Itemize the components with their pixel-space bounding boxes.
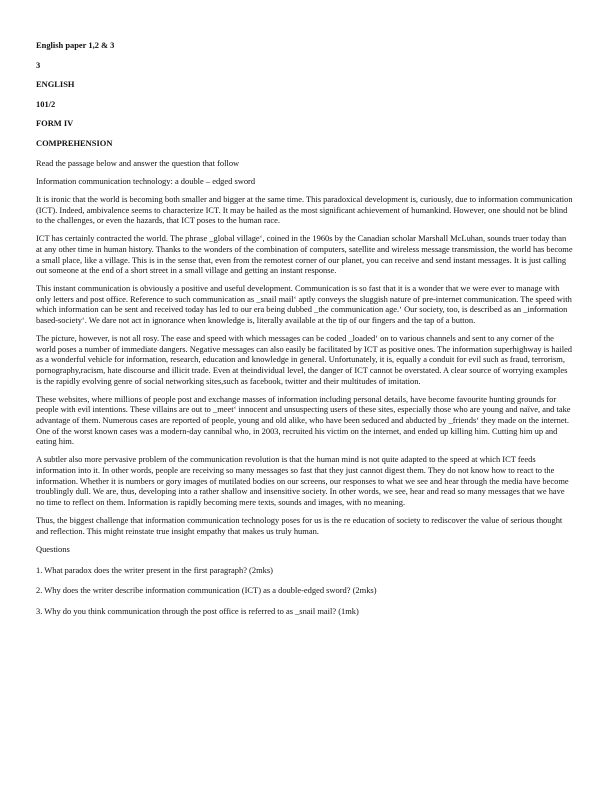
question-item: 3. Why do you think communication through the post office is referred to as _snail mail? (1mk) [36,606,359,617]
questions-heading: Questions [36,543,70,554]
form-heading: FORM IV [36,118,74,129]
passage-paragraph: It is ironic that the world is becoming both smaller and bigger at the same time. This paradoxical development is, curiously, due to information communication (ICT). Indeed, ambivalence seems to characterize ICT. It may be hailed as the most significant achievement of humankind. However, one should not be blind to the challenges, or even the hazards, that ICT poses to the human race. [36,193,573,226]
passage-paragraph: Thus, the biggest challenge that information communication technology poses for us is the re education of society to rediscover the value of serious thought and reflection. This might reinstate true insight empathy that makes us truly human. [36,514,563,536]
subject-heading: ENGLISH [36,79,75,90]
section-heading: COMPREHENSION [36,137,113,148]
paper-title: English paper 1,2 & 3 [36,40,115,50]
paper-number: 3 [36,59,41,70]
question-item: 2. Why does the writer describe information communication (ICT) as a double-edged sword? (2mks) [36,585,377,596]
paper-code: 101/2 [36,98,56,109]
passage-paragraph: A subtler also more pervasive problem of the communication revolution is that the human mind is not quite adapted to the speed at which ICT feeds information into it. In other words, people are receiving so many messages so fast that they just cannot digest them. They do not know how to react to the information. Whether it is numbers or gory images of mutilated bodies on our screens, our responses to what we see and hear through the media have become troublingly dull. We are, thus, developing into a rather shallow and insensitive society. In other words, we see, hear and read so many messages that we have no time to reflect on them. Information is rapidly becoming mere texts, sounds and images, with no meaning. [36,454,569,507]
passage-paragraph: ICT has certainly contracted the world. The phrase _global village‘, coined in the 1960s by the Canadian scholar Marshall McLuhan, sounds truer today than at any other time in human history. Thanks to the wonders of the combination of computers, satellite and wireless message transmission, the world has become a small place, like a village. This is in the sense that, even from the remotest corner of our planet, you can receive and send instant messages. It is just calling out someone at the end of a short street in a small village and getting an instant response. [36,233,573,276]
passage-paragraph: These websites, where millions of people post and exchange masses of information including personal details, have become favourite hunting grounds for people with evil intentions. These villains are out to _meet‘ innocent and unsuspecting users of these sites, especially those who are young and naïve, and take advantage of them. Numerous cases are reported of people, young and old alike, who have been seduced and abducted by _friends‘ they made on the internet. One of the worst known cases was a modern-day cannibal who, in 2003, recruited his victim on the internet, and ended up killing him. Cutting him up and eating him. [36,393,571,447]
passage-title: Information communication technology: a double – edged sword [36,175,256,186]
passage-paragraph: This instant communication is obviously a positive and useful development. Communication is so fast that it is a wonder that we were ever to manage with only letters and post office. Reference to such communication as _snail mail‘ aptly conveys the sluggish nature of pre-internet communication. The speed with which information can be sent and received today has led to our era being dubbed _the communication age.‘ Our society, too, is described as an _information based-society‘. We dare not act in ignorance when knowledge is, literally available at the tip of our fingers and the tap of a button. [36,283,572,326]
passage-paragraph: The picture, however, is not all rosy. The ease and speed with which messages can be coded _loaded‘ on to various channels and sent to any corner of the world poses a number of immediate dangers. Negative messages can also easily be facilitated by ICT as positive ones. The information superhighway is hailed as a wonderful vehicle for information, research, education and knowledge in general. Unfortunately, it is, equally a conduit for evil such as fraud, terrorism, pornography,racism, hate discourse and illicit trade. Even at theindividual level, the danger of ICT cannot be overstated. A clear source of worrying examples is the rapidly evolving genre of social networking sites,such as facebook, twitter and their multitudes of imitation. [36,333,573,386]
instruction-text: Read the passage below and answer the question that follow [36,157,240,168]
question-item: 1. What paradox does the writer present in the first paragraph? (2mks) [36,564,273,575]
